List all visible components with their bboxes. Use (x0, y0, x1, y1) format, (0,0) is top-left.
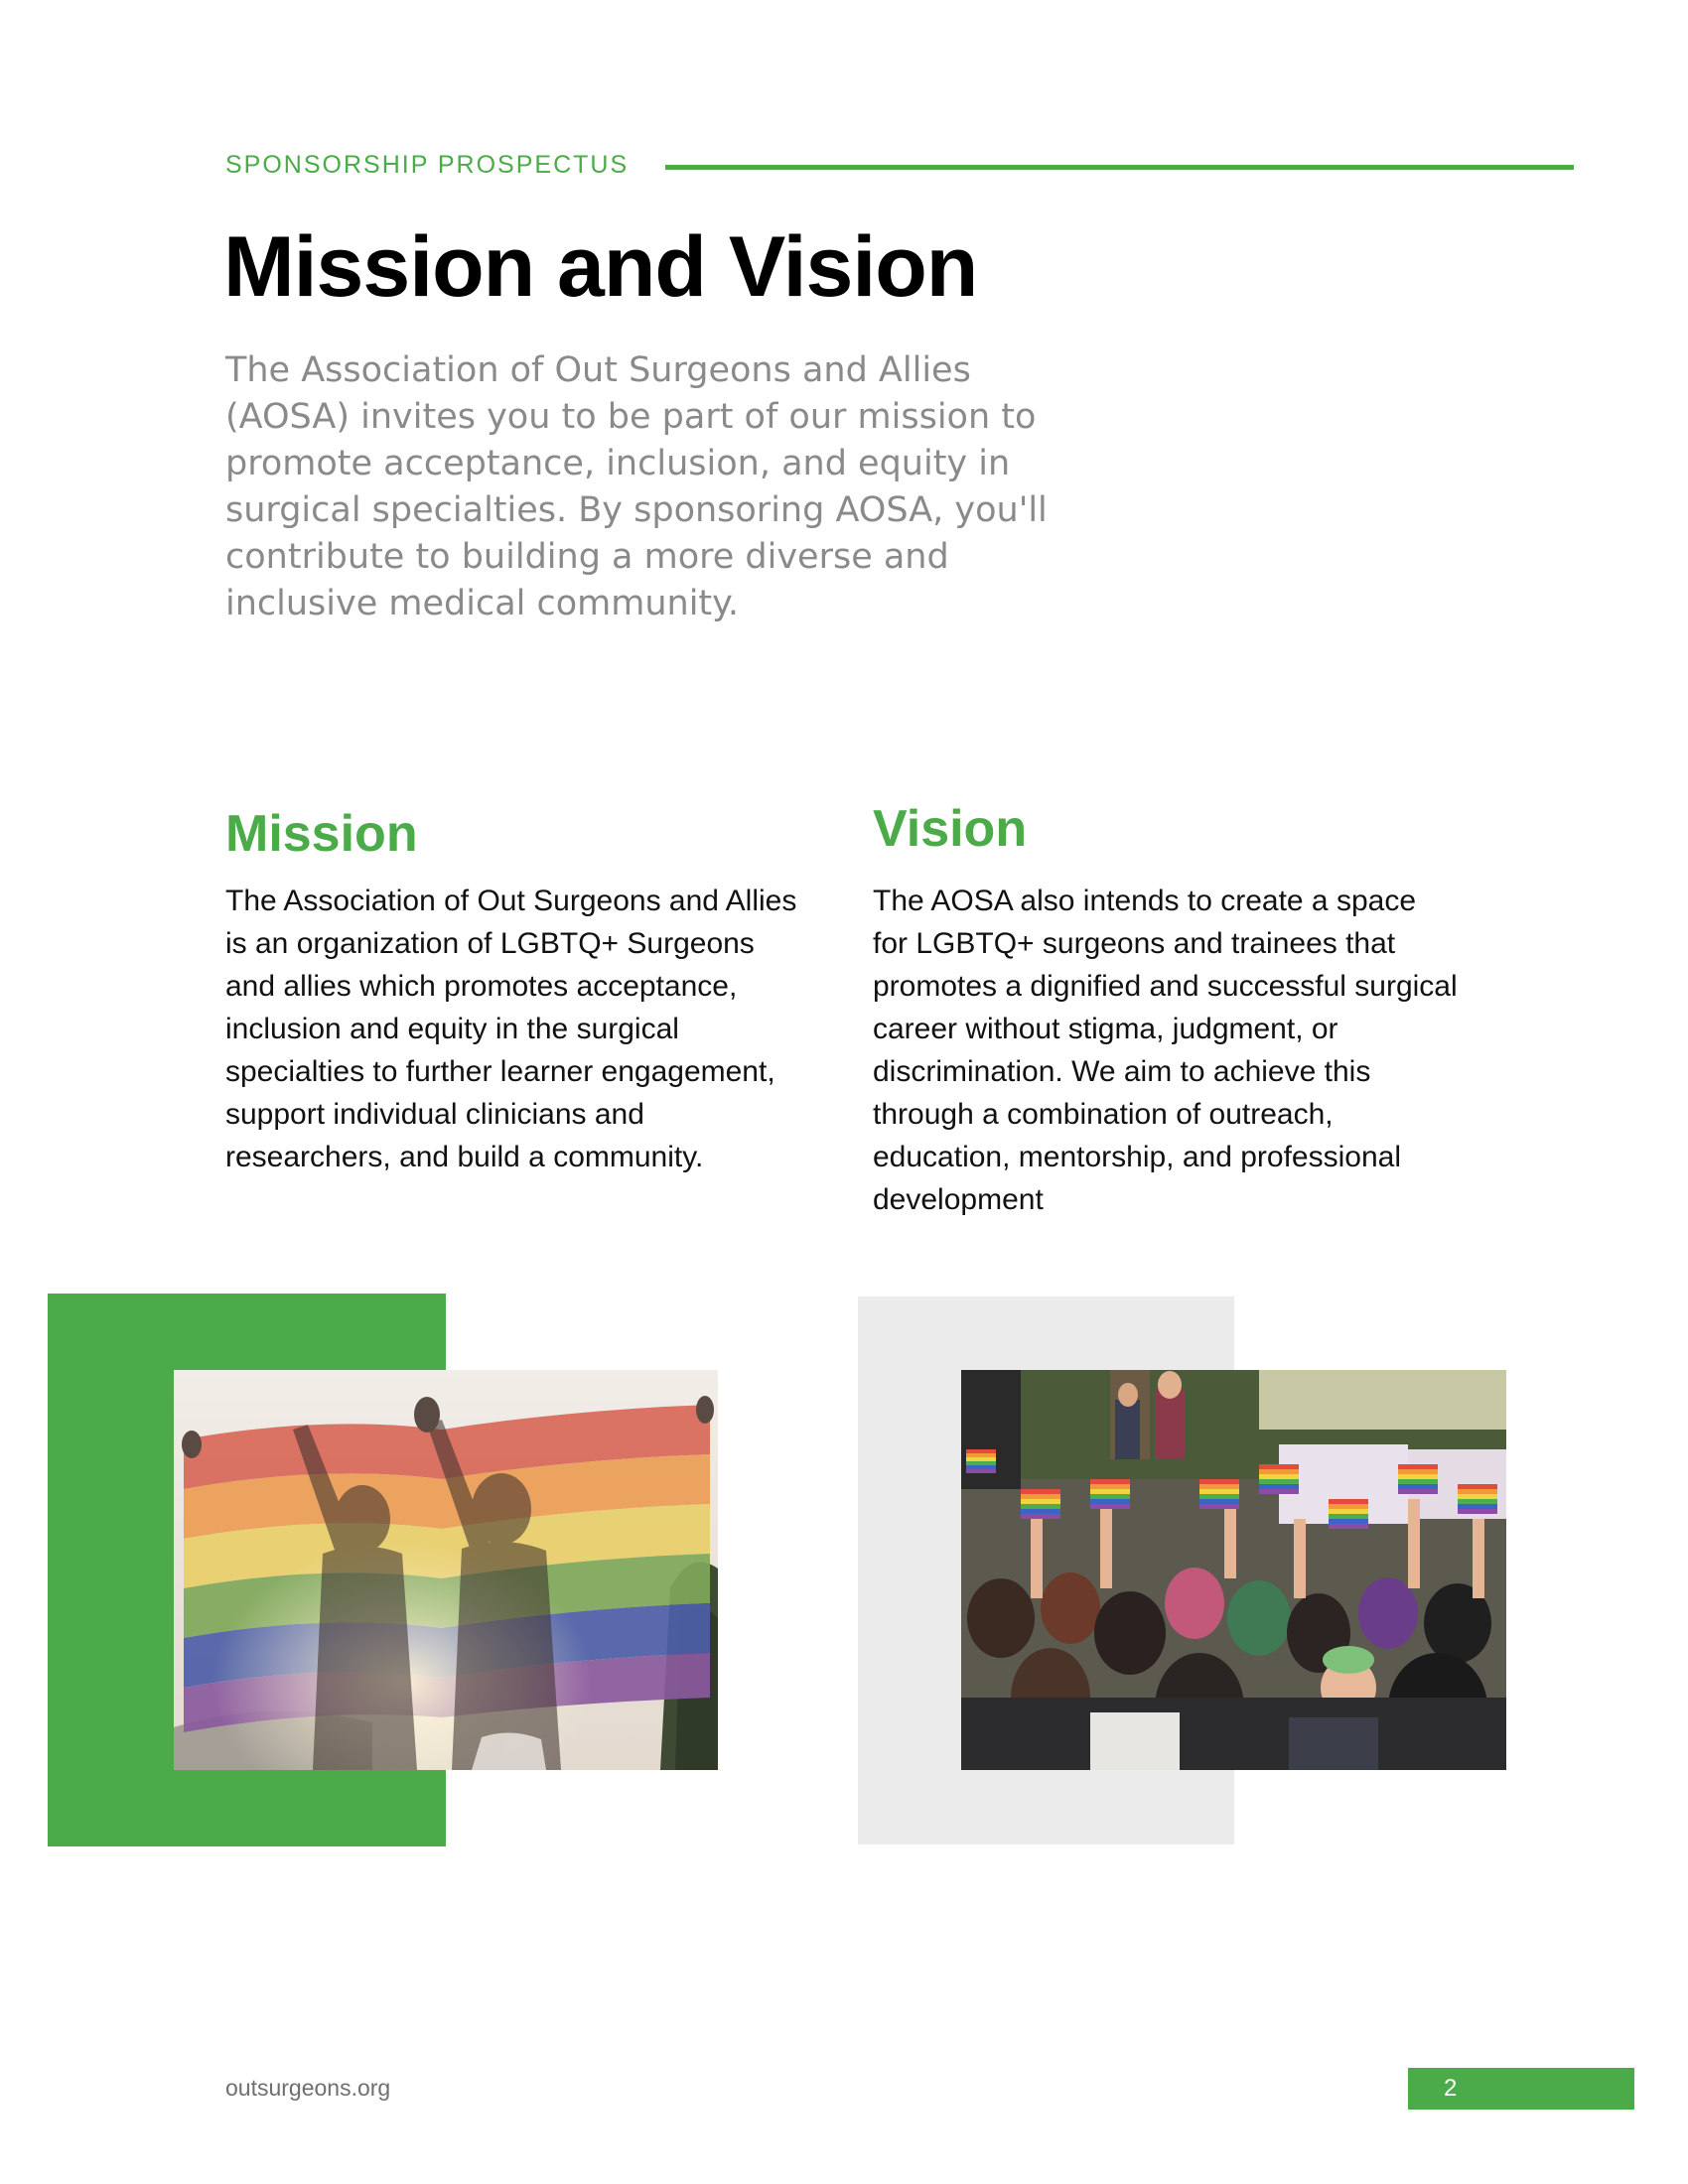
mission-heading: Mission (225, 805, 418, 863)
intro-paragraph: The Association of Out Surgeons and Allies (AOSA) invites you to be part of our mission to promote acceptance, inclusion, and equity in surgical specialties. By sponsoring AOSA, you'll contribute to building a more diverse and inclusive medical community. (225, 350, 1048, 623)
page-number-badge: 2 (1408, 2068, 1634, 2110)
vision-body: The AOSA also intends to create a space for LGBTQ+ surgeons and trainees that promotes a dignified and successful surgical career without stigma, judgment, or discrimination. We aim to achieve this through a combination of outreach, education, mentorship, and professional development (873, 885, 1458, 1216)
vision-heading: Vision (873, 800, 1028, 858)
mission-body: The Association of Out Surgeons and Allies is an organization of LGBTQ+ Surgeons and allies which promotes acceptance, inclusion and equity in the surgical specialties to further learner engagement, support individual clinicians and researchers, and build a community. (225, 885, 797, 1173)
pride-crowd-photo (961, 1370, 1506, 1770)
header-rule (665, 165, 1574, 170)
page-title: Mission and Vision (223, 219, 978, 315)
document-section-label: SPONSORSHIP PROSPECTUS (225, 151, 630, 179)
rainbow-flag-photo (174, 1370, 718, 1770)
footer-website-url: outsurgeons.org (225, 2075, 391, 2101)
